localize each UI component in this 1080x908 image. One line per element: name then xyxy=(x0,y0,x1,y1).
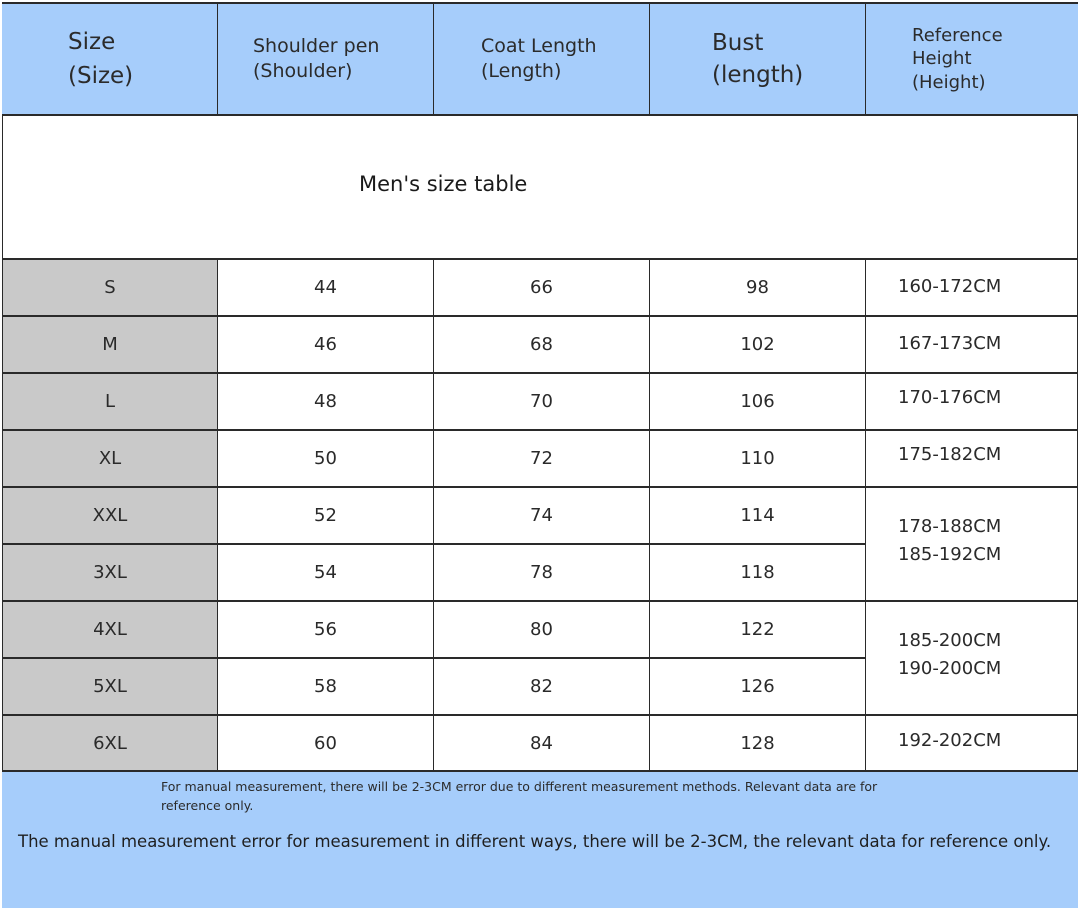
cell-bust: 110 xyxy=(650,431,866,486)
height-cell: 175-182CM xyxy=(866,431,1078,486)
cell-size: M xyxy=(2,317,218,372)
header-bust: Bust (length) xyxy=(650,4,866,114)
height-cell: 192-202CM xyxy=(866,716,1078,770)
cell-length: 70 xyxy=(434,374,650,429)
cell-size: 3XL xyxy=(2,545,218,600)
cell-size: 6XL xyxy=(2,716,218,771)
cell-bust: 126 xyxy=(650,659,866,714)
header-coat-length: Coat Length (Length) xyxy=(434,4,650,114)
cell-bust: 118 xyxy=(650,545,866,600)
cell-shoulder: 56 xyxy=(218,602,434,657)
table-header xyxy=(2,2,1078,116)
cell-length: 80 xyxy=(434,602,650,657)
height-cell-merged: 185-200CM 190-200CM xyxy=(866,602,1078,714)
cell-shoulder: 54 xyxy=(218,545,434,600)
cell-bust: 102 xyxy=(650,317,866,372)
cell-shoulder: 60 xyxy=(218,716,434,771)
cell-size: L xyxy=(2,374,218,429)
cell-shoulder: 50 xyxy=(218,431,434,486)
footer-note xyxy=(2,770,1078,908)
cell-length: 68 xyxy=(434,317,650,372)
cell-shoulder: 44 xyxy=(218,260,434,315)
cell-size: S xyxy=(2,260,218,315)
header-reference-height: Reference Height (Height) xyxy=(912,24,1003,93)
header-size: Size (Size) xyxy=(2,4,218,114)
height-cell: 160-172CM xyxy=(866,260,1078,315)
cell-shoulder: 52 xyxy=(218,488,434,543)
cell-size: 5XL xyxy=(2,659,218,714)
table-title: Men's size table xyxy=(359,172,528,196)
cell-size: XXL xyxy=(2,488,218,543)
cell-bust: 114 xyxy=(650,488,866,543)
header-shoulder: Shoulder pen (Shoulder) xyxy=(218,4,434,114)
cell-shoulder: 58 xyxy=(218,659,434,714)
cell-length: 74 xyxy=(434,488,650,543)
cell-shoulder: 46 xyxy=(218,317,434,372)
cell-length: 66 xyxy=(434,260,650,315)
cell-bust: 106 xyxy=(650,374,866,429)
cell-bust: 98 xyxy=(650,260,866,315)
cell-length: 72 xyxy=(434,431,650,486)
footer-main-note: The manual measurement error for measurement in different ways, there will be 2-3CM, the relevant data for reference only. xyxy=(18,832,1052,851)
cell-size: 4XL xyxy=(2,602,218,657)
height-cell: 170-176CM xyxy=(866,374,1078,429)
cell-bust: 122 xyxy=(650,602,866,657)
height-cell-merged: 178-188CM 185-192CM xyxy=(866,488,1078,600)
footer-small-note: For manual measurement, there will be 2-3CM error due to different measurement methods. Relevant data are for reference only. xyxy=(161,779,878,813)
cell-length: 84 xyxy=(434,716,650,771)
height-cell: 167-173CM xyxy=(866,317,1078,372)
cell-shoulder: 48 xyxy=(218,374,434,429)
cell-length: 78 xyxy=(434,545,650,600)
cell-size: XL xyxy=(2,431,218,486)
cell-length: 82 xyxy=(434,659,650,714)
title-band xyxy=(2,116,1078,258)
cell-bust: 128 xyxy=(650,716,866,771)
